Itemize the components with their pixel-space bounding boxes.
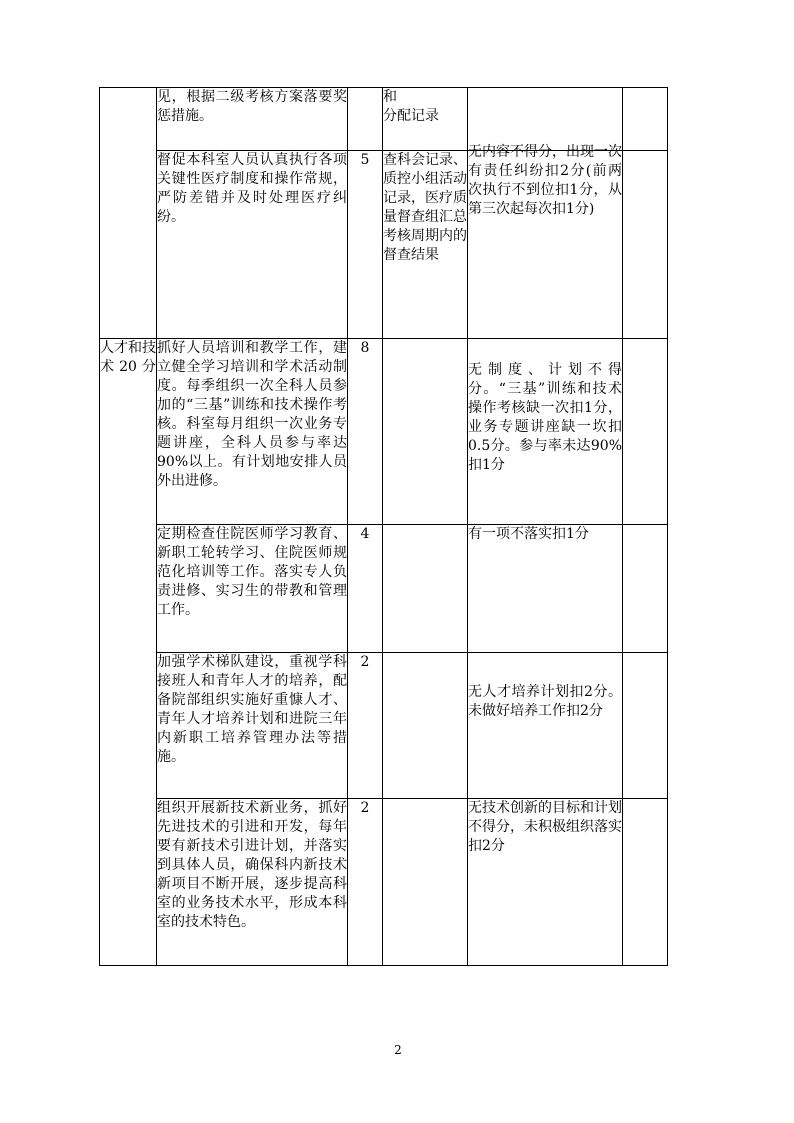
- content-cell: 组织开展新技术新业务，抓好先进技术的引进和开发，每年要有新技术引进计划，并落实到具体人员，确保科内新技术新项目不断开展，逐步提高科室的业务技术水平，形成本科室的技术特色。: [157, 799, 348, 966]
- assessment-table: [99, 87, 668, 966]
- content-cell: 加强学术梯队建设，重视学科接班人和青年人才的培养，配备院部组织实施好重慷人才、青年人才培养计划和进院三年内新职工培养管理办法等措施。: [157, 653, 348, 799]
- method-cell: [383, 339, 468, 525]
- score-cell: [348, 88, 383, 151]
- score-cell: 2: [348, 653, 383, 799]
- score-cell: 8: [348, 339, 383, 525]
- table-row: [100, 653, 668, 799]
- score-cell: 5: [348, 151, 383, 339]
- rule-cell: [468, 144, 623, 339]
- content-cell: 见，根据二级考核方案落要奖惩措施。: [157, 88, 348, 151]
- result-cell: [623, 151, 668, 339]
- rule-cell: [468, 88, 623, 151]
- category-cell: 人才和技术20分: [100, 339, 157, 966]
- method-cell: [383, 653, 468, 799]
- score-cell: 4: [348, 525, 383, 653]
- rule-cell: 有一项不落实扣1分: [468, 525, 623, 653]
- result-cell: [623, 339, 668, 525]
- table-row: [100, 151, 668, 339]
- table-row: [100, 88, 668, 151]
- rule-text: 无内容不得分，出现一次有责任纠纷扣2分(前两次执行不到位扣1分，从第三次起每次扣1分): [468, 144, 622, 217]
- result-cell: [623, 88, 668, 151]
- table-row: [100, 799, 668, 966]
- rule-cell: 无制度、计划不得分。“三基”训练和技术操作考核缺一次扣1分，业务专题讲座缺一坎扣0.5分。参与率未达90%扣1分: [468, 339, 623, 525]
- content-cell: 督促本科室人员认真执行各项关键性医疗制度和操作常规，严防差错并及时处理医疗纠纷。: [157, 151, 348, 339]
- result-cell: [623, 799, 668, 966]
- page-number: 2: [394, 1043, 402, 1057]
- content-cell: 定期检查住院医师学习教育、新职工轮转学习、住院医师规范化培训等工作。落实专人负责进修、实习生的带教和管理工作。: [157, 525, 348, 653]
- rule-cell: 无人才培养计划扣2分。未做好培养工作扣2分: [468, 653, 623, 799]
- method-cell: [383, 525, 468, 653]
- method-cell: 和 分配记录: [383, 88, 468, 151]
- result-cell: [623, 653, 668, 799]
- content-cell: 抓好人员培训和教学工作，建立健全学习培训和学术活动制度。每季组织一次全科人员参加的“三基”训练和技术操作考核。科室每月组织一次业务专题讲座，全科人员参与率达90%以上。有计划地安排人员外出进修。: [157, 339, 348, 525]
- table-row: [100, 525, 668, 653]
- method-cell: [383, 799, 468, 966]
- rule-cell: 无技术创新的目标和计划不得分，未积极组织落实扣2分: [468, 799, 623, 966]
- category-cell: [100, 88, 157, 339]
- method-cell: 查科会记录、质控小组活动记录，医疗质量督查组汇总考核周期内的督查结果: [383, 151, 468, 339]
- table-row: [100, 339, 668, 525]
- result-cell: [623, 525, 668, 653]
- score-cell: 2: [348, 799, 383, 966]
